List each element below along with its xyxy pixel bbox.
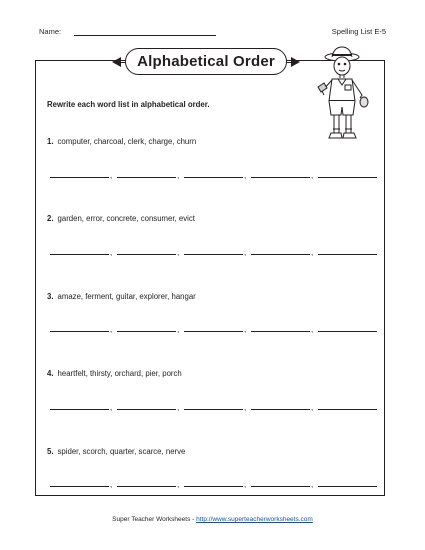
answer-blank[interactable] [117, 254, 176, 255]
answer-blank[interactable] [117, 486, 176, 487]
comma: , [244, 325, 247, 334]
comma: , [311, 325, 314, 334]
spelling-list-label: Spelling List E-5 [331, 27, 386, 36]
question-number: 3. [47, 292, 54, 301]
instructions: Rewrite each word list in alphabetical order. [47, 100, 210, 109]
name-label: Name: [39, 27, 62, 36]
answer-blank[interactable] [251, 409, 310, 410]
answer-blank[interactable] [251, 254, 310, 255]
comma: , [311, 480, 314, 489]
answer-blank[interactable] [184, 177, 243, 178]
explorer-kid-illustration [312, 45, 378, 150]
arrow-right-icon [291, 57, 300, 67]
answer-row-2 [50, 248, 380, 264]
answer-blank[interactable] [251, 486, 310, 487]
answer-row-1 [50, 171, 380, 187]
question-number: 4. [47, 369, 54, 378]
answer-row-5 [50, 480, 380, 496]
comma: , [110, 171, 113, 180]
answer-blank[interactable] [318, 331, 377, 332]
comma: , [244, 171, 247, 180]
answer-blank[interactable] [184, 486, 243, 487]
answer-blank[interactable] [318, 177, 377, 178]
comma: , [244, 403, 247, 412]
question-number: 2. [47, 214, 54, 223]
comma: , [177, 480, 180, 489]
answer-row-4 [50, 403, 380, 419]
word-list: amaze, ferment, guitar, explorer, hangar [57, 292, 196, 301]
question-4 [47, 369, 182, 378]
name-line[interactable] [74, 35, 216, 36]
answer-blank[interactable] [184, 409, 243, 410]
comma: , [177, 403, 180, 412]
answer-blank[interactable] [318, 254, 377, 255]
arrow-left-icon [112, 57, 121, 67]
comma: , [110, 325, 113, 334]
word-list: spider, scorch, quarter, scarce, nerve [57, 447, 186, 456]
answer-blank[interactable] [117, 177, 176, 178]
answer-blank[interactable] [50, 177, 109, 178]
comma: , [311, 403, 314, 412]
footer-link[interactable]: http://www.superteacherworksheets.com [196, 516, 313, 523]
answer-blank[interactable] [50, 486, 109, 487]
comma: , [177, 325, 180, 334]
answer-blank[interactable] [318, 486, 377, 487]
answer-blank[interactable] [318, 409, 377, 410]
question-1 [47, 137, 196, 146]
question-number: 5. [47, 447, 54, 456]
word-list: garden, error, concrete, consumer, evict [57, 214, 195, 223]
footer [0, 516, 425, 523]
answer-row-3 [50, 325, 380, 341]
question-number: 1. [47, 137, 54, 146]
answer-blank[interactable] [184, 331, 243, 332]
answer-blank[interactable] [50, 409, 109, 410]
answer-blank[interactable] [50, 254, 109, 255]
comma: , [177, 171, 180, 180]
answer-blank[interactable] [117, 331, 176, 332]
word-list: computer, charcoal, clerk, charge, churn [57, 137, 197, 146]
comma: , [177, 248, 180, 257]
question-5 [47, 447, 185, 456]
word-list: heartfelt, thirsty, orchard, pier, porch [57, 369, 182, 378]
comma: , [110, 248, 113, 257]
answer-blank[interactable] [251, 331, 310, 332]
answer-blank[interactable] [251, 177, 310, 178]
answer-blank[interactable] [184, 254, 243, 255]
comma: , [110, 480, 113, 489]
footer-brand: Super Teacher Worksheets [112, 516, 191, 523]
comma: , [110, 403, 113, 412]
question-2 [47, 214, 195, 223]
answer-blank[interactable] [50, 331, 109, 332]
comma: , [244, 480, 247, 489]
comma: , [311, 248, 314, 257]
page-title: Alphabetical Order [125, 48, 287, 75]
footer-separator: - [190, 516, 197, 523]
comma: , [311, 171, 314, 180]
question-3 [47, 292, 196, 301]
answer-blank[interactable] [117, 409, 176, 410]
comma: , [244, 248, 247, 257]
